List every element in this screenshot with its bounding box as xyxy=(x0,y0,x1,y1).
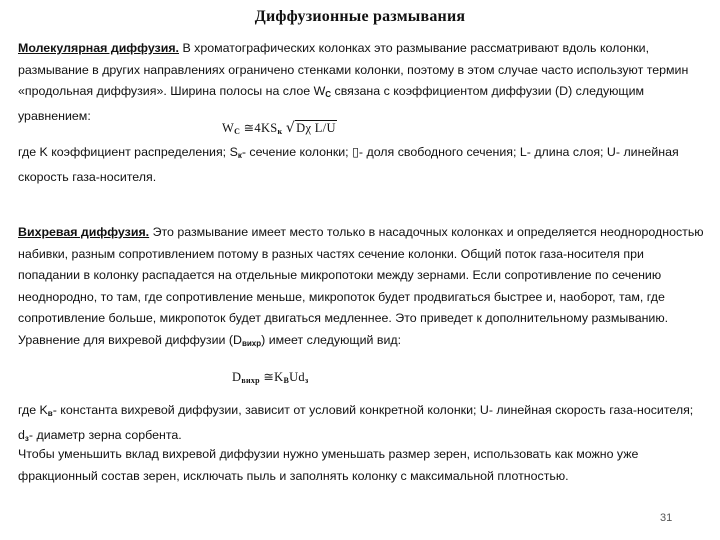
approx-sign: ≅ xyxy=(243,121,255,135)
eddy-approx-sign: ≅ xyxy=(263,370,275,384)
radical-sign-icon: √ xyxy=(285,120,296,136)
eddy-formula-k-sub: B xyxy=(283,376,290,385)
eddy-legend-sub-d: з xyxy=(24,433,29,443)
formula-mid: 4KS xyxy=(254,121,278,135)
formula-mid-sub: к xyxy=(277,127,283,136)
legend-text-1: где K коэффициент распределения; S xyxy=(18,145,238,159)
unknown-glyph-icon: ▯ xyxy=(352,145,359,159)
molecular-legend xyxy=(18,142,704,188)
conclusion-paragraph: Чтобы уменьшить вклад вихревой диффузии нужно уменьшать размер зерен, использовать как можно уже фракционный состав зерен, исключать пыль и заполнять колонку с максимальной плотностью. xyxy=(18,447,639,483)
eddy-legend-sub-k: в xyxy=(47,409,53,418)
molecular-text-1: В хроматографических колонках это размывание рассматривают вдоль колонки, размывание в других направлениях ограничено стенками колонки, поэтому в этом случае часто используют термин «продольная диффузия». Ширина полосы на слое W xyxy=(18,41,689,98)
legend-text-2: - сечение колонки; xyxy=(241,145,353,159)
formula-lhs-sub: C xyxy=(234,127,241,136)
eddy-formula-k: K xyxy=(274,370,284,384)
subscript-vikhr: вихр xyxy=(241,338,262,348)
eddy-legend-text-3: - диаметр зерна сорбента. xyxy=(28,427,182,442)
molecular-diffusion-paragraph xyxy=(18,38,704,127)
subscript-c: C xyxy=(325,90,332,99)
eddy-formula-lhs-sub: вихр xyxy=(241,376,260,385)
eddy-diffusion-formula xyxy=(232,369,309,385)
eddy-diffusion-paragraph xyxy=(18,222,704,354)
eddy-legend-text-2: - константа вихревой диффузии, зависит от условий конкретной колонки; U- линейная скорость газа-носителя; d xyxy=(18,403,694,442)
eddy-formula-u: Ud xyxy=(289,370,305,384)
eddy-diffusion-heading: Вихревая диффузия. xyxy=(18,225,150,239)
page-number: 31 xyxy=(660,512,673,524)
eddy-text-2: ) имеет следующий вид: xyxy=(261,332,402,347)
square-root xyxy=(286,120,337,136)
molecular-diffusion-heading: Молекулярная диффузия. xyxy=(18,41,180,55)
eddy-legend-text-1: где K xyxy=(18,403,48,417)
molecular-text-2: связана с коэффициентом диффузии (D) следующим уравнением: xyxy=(18,84,645,123)
formula-lhs: W xyxy=(222,121,235,135)
legend-text-3: - доля свободного сечения; L- длина слоя; U- линейная скорость газа-носителя. xyxy=(18,145,679,184)
page-title: Диффузионные размывания xyxy=(254,8,466,25)
sqrt-body: Dχ L/U xyxy=(296,121,336,135)
longitudinal-diffusion-formula xyxy=(222,120,337,136)
eddy-formula-lhs: D xyxy=(232,370,242,384)
legend-sub-k: к xyxy=(237,151,242,160)
eddy-formula-d-sub: з xyxy=(305,376,309,385)
eddy-text-1: Это размывание имеет место только в насадочных колонках и определяется неоднородностью набивки, разным сопротивлением потому в разных частях сечение колонки. Общий поток газа-носителя при попадании в колонку распадается на отдельные микропотоки между зернами. Если сопротивление по сечению неоднородно, то там, где сопротивление меньше, микропоток будет продвигаться быстрее и, наоборот, там, где сопротивление больше, микропоток будет двигаться медленнее. Это приведет к дополнительному размыванию. Уравнение для вихревой диффузии (D xyxy=(18,225,704,347)
eddy-legend xyxy=(18,400,704,449)
